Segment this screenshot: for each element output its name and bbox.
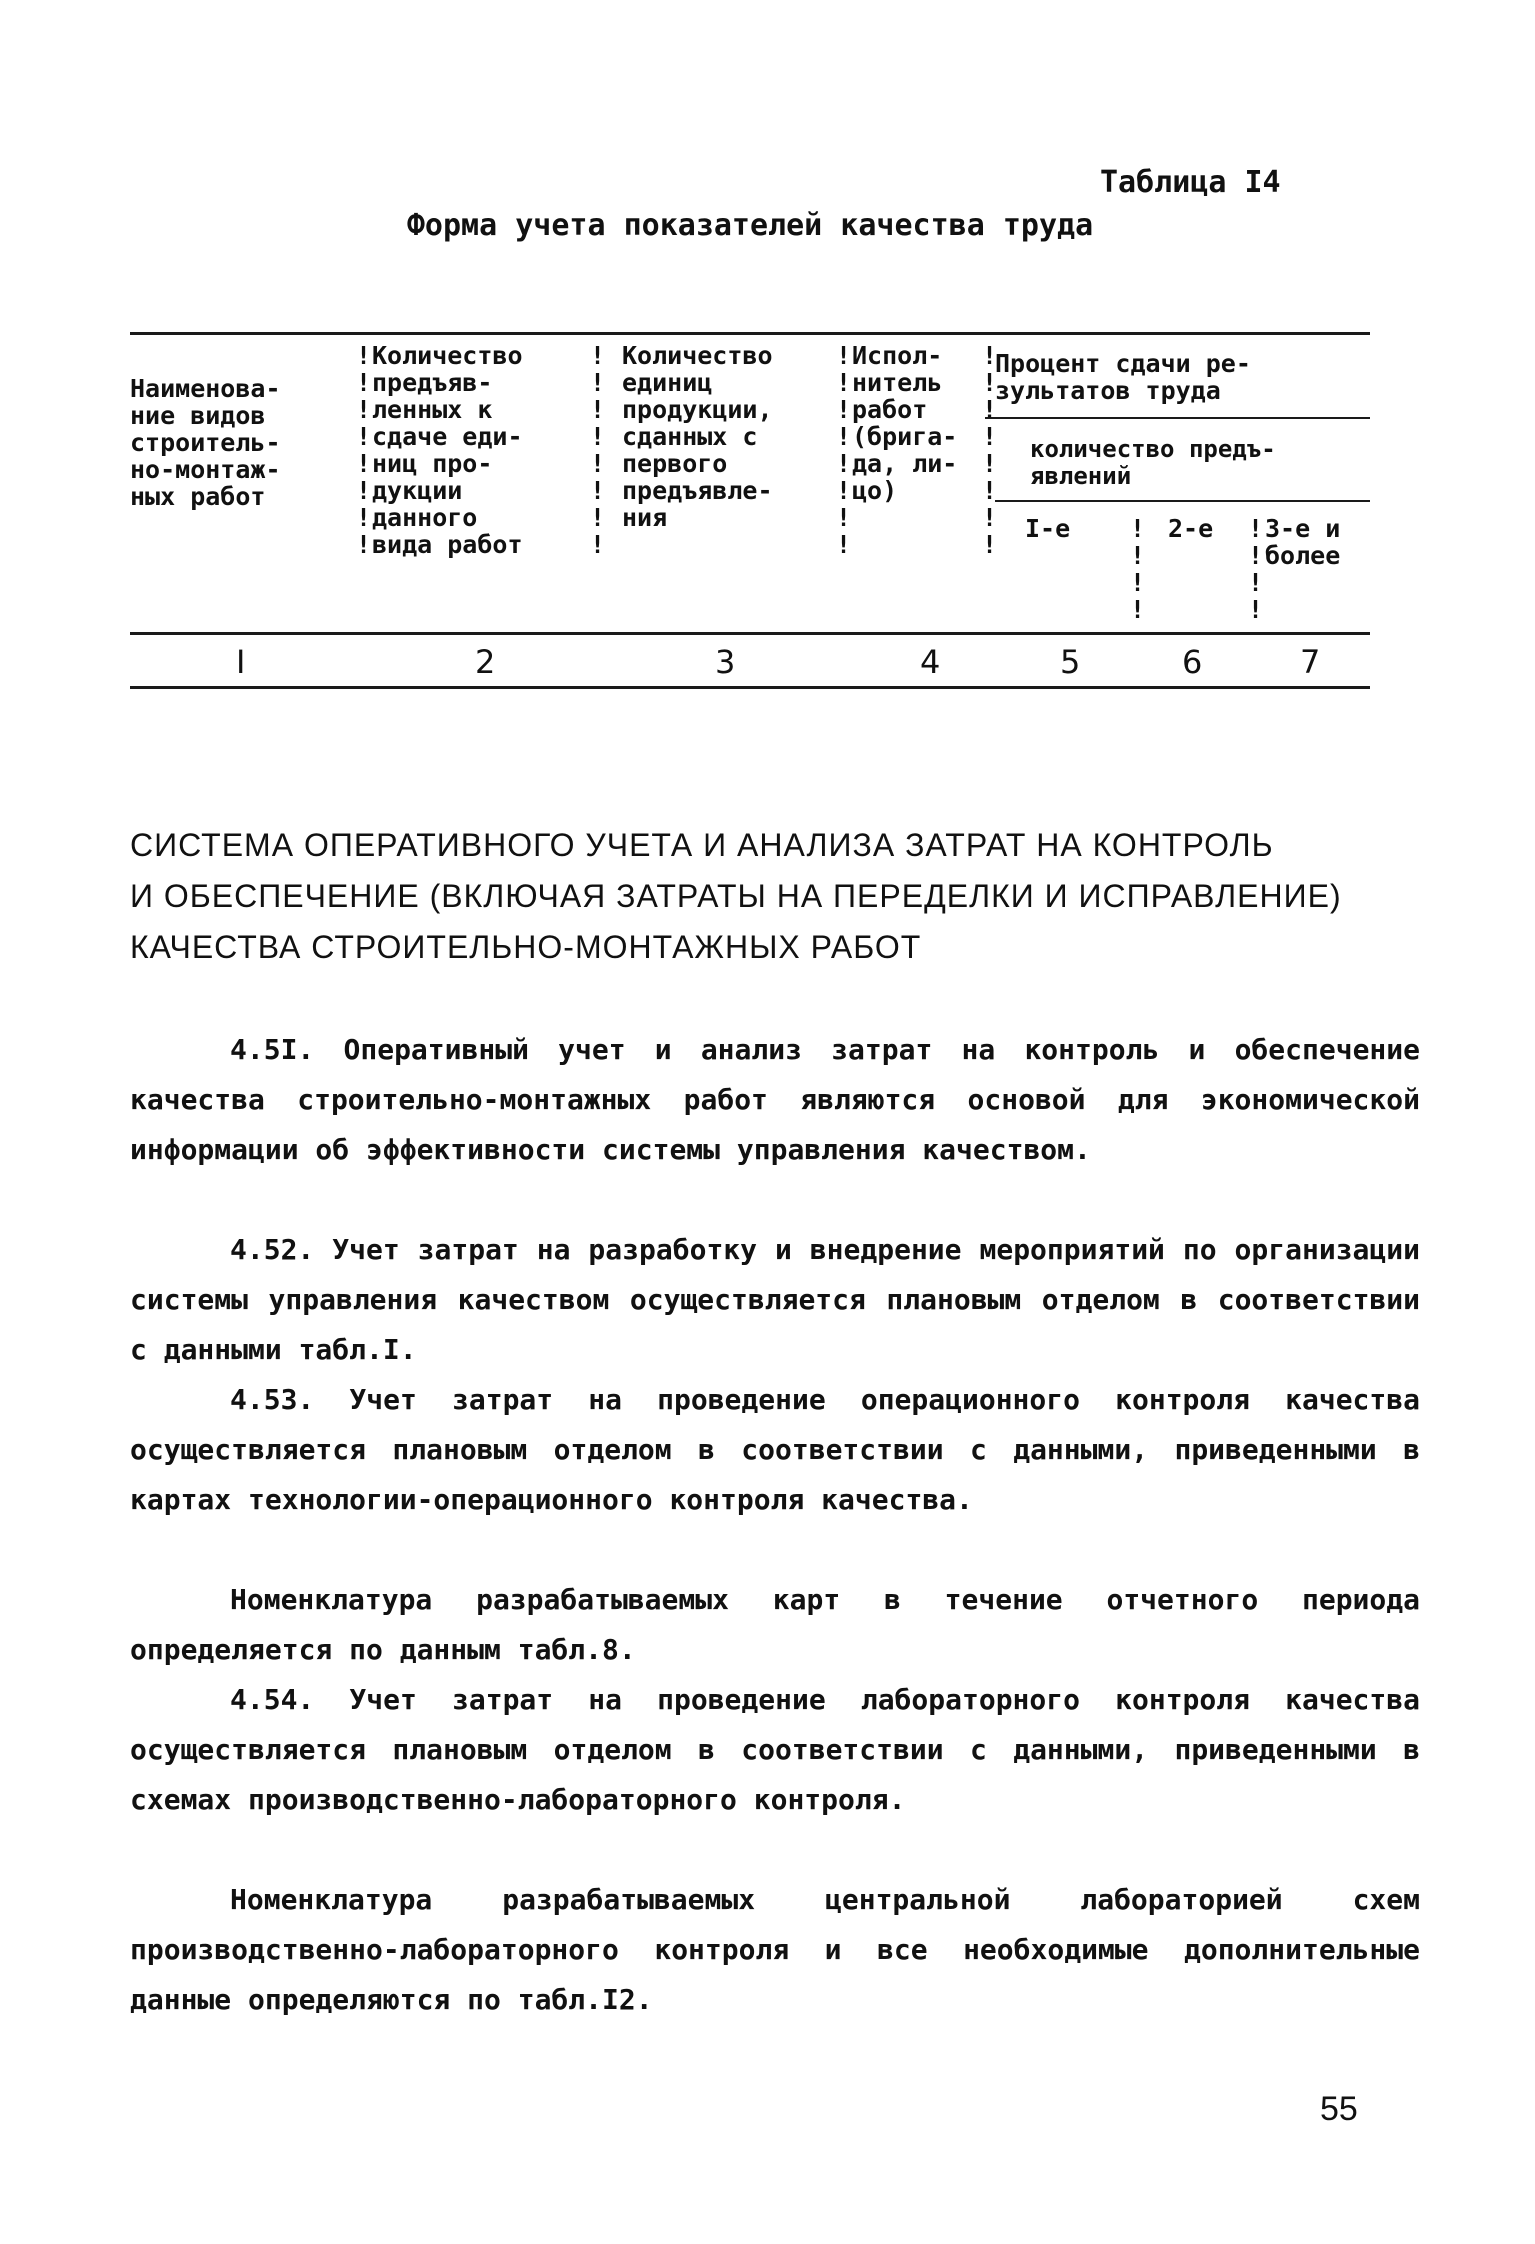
header-col7: 3-е и более [1265, 514, 1341, 570]
column-separator: ! ! ! ! [1130, 514, 1146, 624]
table-label: Таблица I4 [1100, 165, 1281, 200]
column-number: I [236, 643, 246, 681]
section-heading: СИСТЕМА ОПЕРАТИВНОГО УЧЕТА И АНАЛИЗА ЗАТРАТ НА КОНТРОЛЬ И ОБЕСПЕЧЕНИЕ (ВКЛЮЧАЯ ЗАТРАТЫ НА ПЕРЕДЕЛКИ И ИСПРАВЛЕНИЕ) КАЧЕСТВА СТРОИТЕЛЬНО-МОНТАЖНЫХ РАБОТ [130, 827, 1342, 965]
header-subgroup-5-7: количество предъ- явлений [1030, 435, 1276, 490]
paragraph-4-51: 4.5I. Оперативный учет и анализ затрат на контроль и обеспечение качества строительно-монтажных работ являются основой для экономической информации об эффективности системы управления качеством. [130, 1033, 1420, 1166]
paragraph-nomenclature-schemes: Номенклатура разрабатываемых центральной лабораторией схем производственно-лабораторного контроля и все необходимые дополнительные данные определяются по табл.I2. [130, 1883, 1420, 2016]
header-col6: 2-е [1168, 514, 1214, 543]
column-number: 3 [715, 643, 736, 681]
header-col5: I-е [1025, 514, 1071, 543]
header-col4: Испол- нитель работ (брига- да, ли- цо) [852, 341, 958, 505]
column-separator: ! ! ! ! ! ! ! ! [590, 341, 606, 559]
column-separator: ! ! ! ! [1248, 514, 1264, 624]
paragraph-4-54: 4.54. Учет затрат на проведение лабораторного контроля качества осуществляется плановым отделом в соответствии с данными, приведенными в схемах производственно-лабораторного контроля. [130, 1683, 1420, 1816]
paragraph-4-53: 4.53. Учет затрат на проведение операционного контроля качества осуществляется плановым отделом в соответствии с данными, приведенными в картах технологии-операционного контроля качества. [130, 1383, 1420, 1516]
table-header-bottom-rule [130, 632, 1370, 635]
table-bottom-rule [130, 686, 1370, 689]
header-col2: Количество предъяв- ленных к сдаче еди- ниц про- дукции данного вида работ [372, 341, 523, 559]
header-col3: Количество единиц продукции, сданных с первого предъявле- ния [622, 341, 773, 532]
header-group-5-7: Процент сдачи ре- зультатов труда [995, 349, 1251, 405]
group-underline [985, 417, 1370, 419]
header-col1: Наименова- ние видов строитель- но-монтаж- ных работ [130, 374, 281, 511]
page-number: 55 [1320, 2090, 1358, 2128]
column-separator: ! ! ! ! ! ! ! ! [356, 341, 372, 559]
subgroup-underline [995, 500, 1370, 502]
column-number: 2 [475, 643, 496, 681]
table-top-rule [130, 332, 1370, 335]
column-number: 4 [920, 643, 941, 681]
table-title: Форма учета показателей качества труда [406, 208, 1094, 243]
column-number: 5 [1060, 643, 1081, 681]
column-number: 7 [1300, 643, 1321, 681]
paragraph-nomenclature-cards: Номенклатура разрабатываемых карт в течение отчетного периода определяется по данным табл.8. [130, 1583, 1420, 1666]
paragraph-4-52: 4.52. Учет затрат на разработку и внедрение мероприятий по организации системы управления качеством осуществляется плановым отделом в соответствии с данными табл.I. [130, 1233, 1420, 1366]
column-separator: ! ! ! ! ! ! ! ! [836, 341, 852, 559]
column-number: 6 [1182, 643, 1203, 681]
column-separator: ! ! ! ! ! ! ! ! [982, 341, 998, 559]
